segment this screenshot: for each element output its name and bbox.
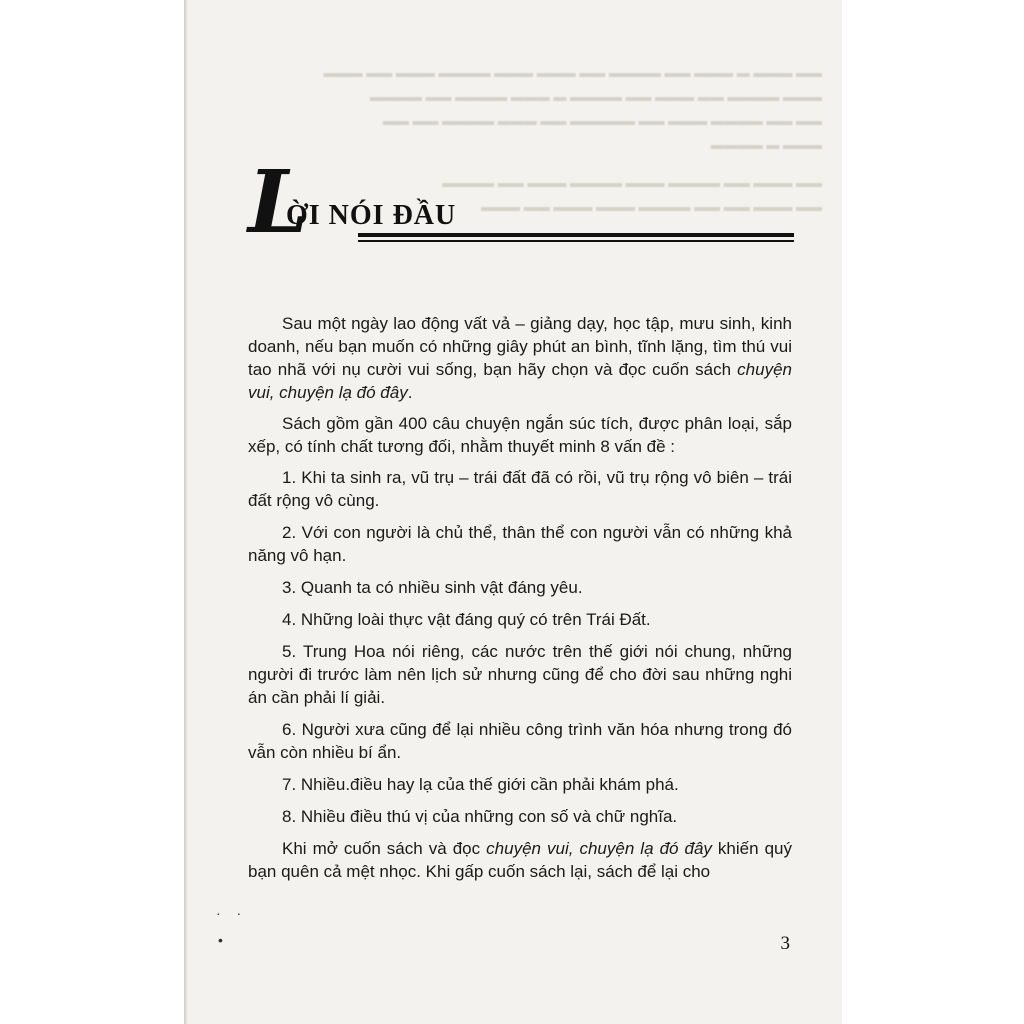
list-item: 6. Người xưa cũng để lại nhiều công trình văn hóa nhưng trong đó vẫn còn nhiều bí ẩn. bbox=[248, 720, 792, 762]
list-item: 7. Nhiều.điều hay lạ của thế giới cần phải khám phá. bbox=[282, 775, 679, 794]
bleed-through-line: ▬▬ ▬▬▬ ▬▬ ▬▬▬▬ ▬▬▬ ▬▬▬▬ ▬▬▬ ▬▬ ▬▬▬▬ bbox=[442, 175, 822, 190]
page-fold-shadow bbox=[184, 0, 188, 1024]
page-number: 3 bbox=[780, 933, 790, 954]
body-text bbox=[248, 312, 792, 891]
heading-rule-thin bbox=[358, 240, 794, 242]
book-title-italic: chuyện vui, chuyện lạ đó đây bbox=[248, 360, 792, 402]
bleed-through-line: ▬▬ ▬▬▬ ▬ ▬▬▬ ▬▬ ▬▬▬▬ ▬▬ ▬▬▬ ▬▬▬ ▬▬▬▬ ▬▬▬ ▬▬ ▬▬▬ bbox=[323, 65, 822, 80]
stray-marks: · · bbox=[216, 905, 248, 921]
paragraph-intro: Sau một ngày lao động vất vả – giảng dạy, học tập, mưu sinh, kinh doanh, nếu bạn muốn có những giây phút an bình, tĩnh lặng, tìm thú vui tao nhã với nụ cười vui sống, bạn hãy chọn và đọc cuốn sách chuyện vui, chuyện lạ đó đây. bbox=[248, 314, 792, 402]
bleed-through-line: ▬▬ ▬▬ ▬▬▬▬ ▬▬▬ ▬▬ ▬▬▬▬▬ ▬▬ ▬▬▬ ▬▬▬▬ ▬▬ ▬▬ bbox=[382, 113, 822, 128]
list-item: 1. Khi ta sinh ra, vũ trụ – trái đất đã có rồi, vũ trụ rộng vô biên – trái đất rộng vô cùng. bbox=[248, 468, 792, 510]
list-item: 2. Với con người là chủ thể, thân thể con người vẫn có những khả năng vô hạn. bbox=[248, 523, 792, 565]
stray-mark: • bbox=[218, 932, 223, 948]
bleed-through-line: ▬▬▬ ▬ ▬▬▬▬ bbox=[710, 137, 822, 152]
book-title-italic: chuyện vui, chuyện lạ đó đây bbox=[486, 839, 712, 858]
paragraph-contents: Sách gồm gần 400 câu chuyện ngắn súc tích, được phân loại, sắp xếp, có tính chất tương đối, nhằm thuyết minh 8 vấn đề : bbox=[248, 414, 792, 456]
heading-rule bbox=[358, 233, 794, 237]
heading-title: ỜI NÓI ĐẦU bbox=[286, 200, 457, 231]
list-item: 3. Quanh ta có nhiều sinh vật đáng yêu. bbox=[282, 578, 583, 597]
list-item: 4. Những loài thực vật đáng quý có trên Trái Đất. bbox=[282, 610, 651, 629]
bleed-through-line: ▬▬ ▬▬▬ ▬▬ ▬▬ ▬▬▬▬ ▬▬▬ ▬▬▬ ▬▬ ▬▬▬ bbox=[481, 199, 822, 214]
list-item: 8. Nhiều điều thú vị của những con số và chữ nghĩa. bbox=[282, 807, 678, 826]
list-item: 5. Trung Hoa nói riêng, các nước trên thế giới nói chung, những người đi trước làm nên lịch sử nhưng cũng để cho đời sau những nghi án cần phải lí giải. bbox=[248, 642, 792, 707]
decorative-initial: L bbox=[248, 152, 309, 253]
paragraph-closing: Khi mở cuốn sách và đọc chuyện vui, chuyện lạ đó đây khiến quý bạn quên cả mệt nhọc. Khi gấp cuốn sách lại, sách để lại cho bbox=[248, 839, 792, 881]
bleed-through-line: ▬▬▬ ▬▬▬▬ ▬▬ ▬▬▬ ▬▬ ▬▬▬▬ ▬ ▬▬▬ ▬▬▬▬ ▬▬ ▬▬▬▬ bbox=[369, 89, 822, 104]
book-page bbox=[184, 0, 842, 1024]
chapter-heading bbox=[248, 152, 808, 253]
